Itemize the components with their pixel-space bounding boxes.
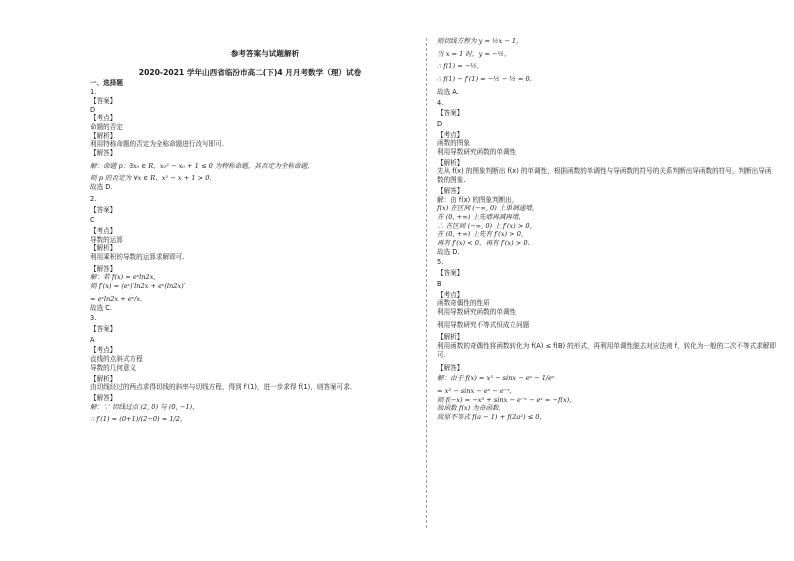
solution-line: 在 (0, +∞) 上先有 f′(x) > 0， <box>437 230 528 239</box>
answer-label: 【答案】 <box>437 269 464 278</box>
topic-label: 【考点】 <box>90 346 117 355</box>
analysis-text: 先从 f(x) 的图象判断出 f(x) 的单调性，根据函数的单调性与导函数的符号的关系判断出导函数的符号，判断出导函数的图象. <box>437 167 772 185</box>
solution-line: ∴ 在区间 (−∞, 0) 上 f′(x) > 0， <box>437 221 537 230</box>
topic-text: 导数的几何意义 <box>90 363 137 372</box>
question-number: 2. <box>90 194 97 203</box>
solution-line: = eˣln2x + eˣ/x. <box>90 294 143 303</box>
solution-line: ∴ f(1) = −½， <box>437 62 484 71</box>
solution-line: 故选 D. <box>90 183 113 192</box>
solution-line: ∴ f(1) − f′(1) = −½ − ½ = 0. <box>437 75 532 84</box>
answer-value: D <box>437 119 443 128</box>
solution-line: = x³ − sinx − eˣ − e⁻ˣ， <box>437 386 517 395</box>
answer-value: A <box>90 335 95 344</box>
analysis-label: 【解析】 <box>90 131 117 140</box>
topic-label: 【考点】 <box>437 290 464 299</box>
solution-label: 【解答】 <box>437 186 464 195</box>
answer-label: 【答案】 <box>90 205 117 214</box>
answer-label: 【答案】 <box>437 109 464 118</box>
answer-label: 【答案】 <box>90 324 117 333</box>
analysis-text: 利用函数的奇偶性将函数转化为 f(A) ≤ f(B) 的形式，再利用单调性脱去对应法则 f，转化为一般的二次不等式求解即可. <box>437 342 777 359</box>
solution-line: 再有 f′(x) < 0，再有 f′(x) > 0. <box>437 239 530 248</box>
answer-label: 【答案】 <box>90 96 117 105</box>
answer-value: D <box>90 105 96 114</box>
analysis-text: 利用特称命题的否定为全称命题进行改写即可. <box>90 140 224 149</box>
solution-label: 【解答】 <box>437 363 464 372</box>
topic-label: 【考点】 <box>90 226 117 235</box>
solution-line: 则 p 的否定为 ∀x ∈ R，x² − x + 1 > 0. <box>90 174 212 183</box>
solution-line: 解：命题 p：∃x₀ ∈ R，x₀² − x₀ + 1 ≤ 0 为特称命题，其否定为全称命题， <box>90 161 314 170</box>
page-title: 参考答案与试题解析 <box>230 49 300 58</box>
question-number: 3. <box>90 314 97 323</box>
analysis-label: 【解析】 <box>90 244 117 253</box>
column-divider <box>426 38 427 528</box>
right-column <box>437 37 777 422</box>
solution-line: 故选 A. <box>437 87 459 96</box>
question-number: 4. <box>437 98 444 107</box>
topic-text: 利用导数研究函数的单调性 <box>437 307 517 316</box>
question-number: 5. <box>437 258 444 267</box>
solution-line: 故函数 f(x) 为奇函数. <box>437 404 501 413</box>
question-number: 1. <box>90 88 97 97</box>
analysis-label: 【解析】 <box>437 333 464 342</box>
solution-label: 【解答】 <box>90 264 117 273</box>
exam-title: 2020-2021 学年山西省临汾市高二(下)4 月月考数学（理）试卷 <box>138 67 362 77</box>
section-title: 一、选择题 <box>90 79 123 88</box>
topic-label: 【考点】 <box>90 114 117 123</box>
solution-label: 【解答】 <box>90 393 117 402</box>
answer-value: C <box>90 216 95 225</box>
topic-text: 命题的否定 <box>90 122 123 131</box>
solution-line: 故选 C. <box>90 303 112 312</box>
solution-line: 解：由 f(x) 的图象判断出， <box>437 195 519 204</box>
solution-line: 故原不等式 f(a − 1) + f(2a²) ≤ 0， <box>437 413 547 422</box>
analysis-label: 【解析】 <box>90 374 117 383</box>
left-column <box>90 50 410 424</box>
topic-text: 利用导数研究函数的单调性 <box>437 148 517 157</box>
topic-text: 函数奇偶性的性质 <box>437 299 490 308</box>
solution-line: 当 x = 1 时，y = −½， <box>437 49 511 58</box>
topic-text: 利用导数研究不等式恒成立问题 <box>437 320 530 329</box>
solution-line: 故选 D. <box>437 247 460 256</box>
solution-line: 解：若 f(x) = eˣln2x, <box>90 273 156 282</box>
topic-text: 直线的点斜式方程 <box>90 355 143 364</box>
solution-line: 则切线方程为 y = ½x − 1， <box>437 37 523 45</box>
solution-line: 解：由于 f(x) = x³ − sinx − eˣ − 1/eˣ <box>437 374 555 383</box>
solution-line: ∴ f′(1) = (0+1)/(2−0) = 1/2， <box>90 415 187 424</box>
analysis-text: 利用乘积的导数的运算求解即可. <box>90 253 185 262</box>
analysis-text: 由切线经过的两点求得切线的斜率与切线方程，得到 f′(1)，进一步求得 f(1)，则答案可求. <box>90 383 352 392</box>
topic-label: 【考点】 <box>437 130 464 139</box>
solution-line: 则 f(−x) = −x³ + sinx − e⁻ˣ − eˣ = −f(x)， <box>437 395 576 404</box>
answer-value: B <box>437 279 442 288</box>
solution-line: 解：∵ 切线过点 (2, 0) 与 (0, −1)， <box>90 402 199 411</box>
solution-line: f(x) 在区间 (−∞, 0) 上单调递增， <box>437 204 539 213</box>
topic-text: 导数的运算 <box>90 235 123 244</box>
solution-label: 【解答】 <box>90 149 117 158</box>
topic-text: 函数的图象 <box>437 139 470 148</box>
analysis-label: 【解析】 <box>437 158 464 167</box>
solution-line: 在 (0, +∞) 上先增再减再增， <box>437 212 526 221</box>
solution-line: 则 f′(x) = (eˣ)′ln2x + eˣ(ln2x)′ <box>90 282 186 291</box>
